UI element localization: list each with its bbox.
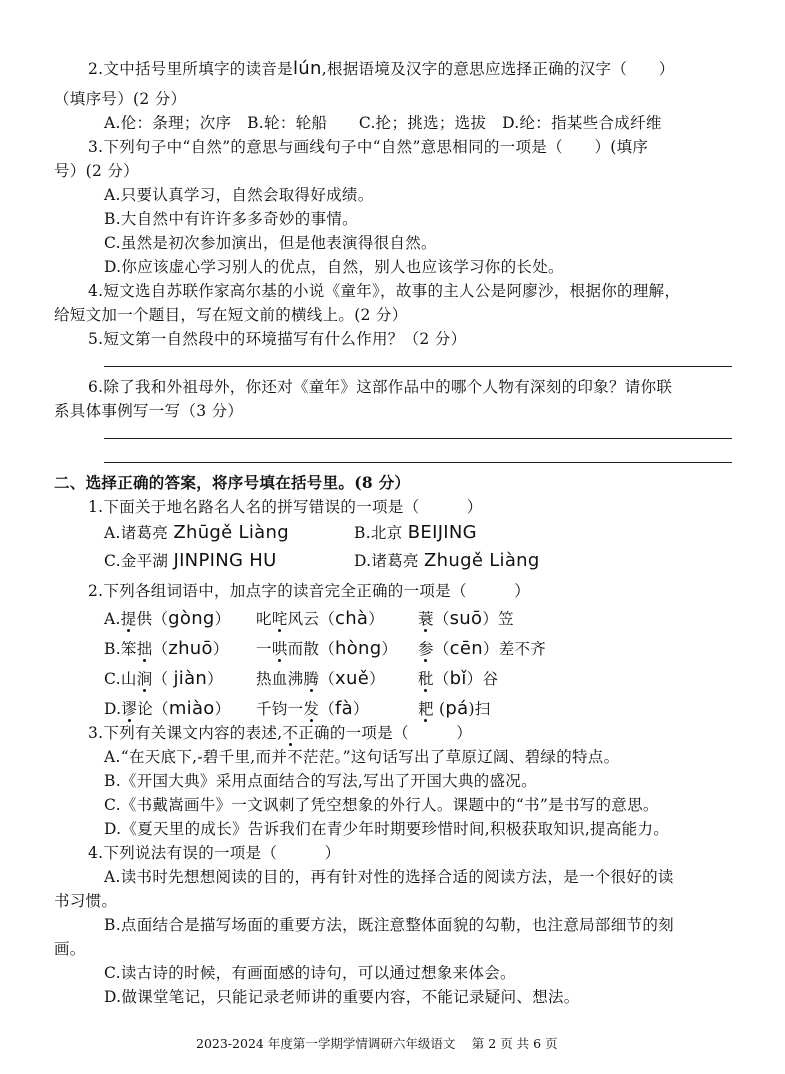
option-b-pinyin: BEIJING — [407, 522, 477, 543]
pinyin: suō — [449, 608, 483, 629]
option-a-hanzi: A.诸葛亮 — [104, 524, 169, 542]
q3-option-b: B.大自然中有许许多多奇妙的事情。 — [104, 210, 358, 228]
p2-q3-option-c: C.《书戴嵩画牛》一文讽刺了凭空想象的外行人。课题中的“书”是书写的意思。 — [104, 796, 659, 814]
p2-q4-option-b-line2: 画。 — [54, 940, 86, 958]
dotted-char: 咤 — [271, 610, 288, 628]
p2-q1-option-a — [104, 522, 289, 544]
dotted-char: 涧 — [136, 670, 153, 688]
dotted-char: 发 — [303, 700, 320, 718]
q5-answer-line[interactable] — [104, 366, 732, 367]
pinyin: gòng — [168, 608, 215, 629]
p2-q2-c-word1: C.山涧（ jiàn） — [104, 668, 223, 689]
p2-q3-option-a: A.“在天底下,-碧千里,而并不茫茫。”这句话写出了草原辽阔、碧绿的特点。 — [104, 748, 620, 766]
pinyin: miào — [168, 698, 215, 719]
p2-q4-option-c: C.读古诗的时候，有画面感的诗句，可以通过想象来体会。 — [104, 964, 516, 982]
q2-text: 2.文中括号里所填字的读音是 — [88, 60, 293, 78]
dotted-char: 拙 — [136, 640, 153, 658]
p2-q3-stem: 3.下列有关课文内容的表述,不正确的一项是（ ） — [88, 724, 473, 742]
q2-text-post: ,根据语境及汉字的意思应选择正确的汉字（ ） — [321, 60, 675, 78]
p2-q2-a-word2: 叱咤风云（chà） — [256, 608, 385, 629]
p2-q2-d-word1: D.谬论（miào） — [104, 698, 231, 719]
q2-line1 — [88, 58, 675, 80]
p2-q2-a-word3: 蓑（suō）笠 — [418, 608, 514, 629]
p2-q4-stem: 4.下列说法有误的一项是（ ） — [88, 844, 341, 862]
p2-q2-stem: 2.下列各组词语中，加点字的读音完全正确的一项是（ ） — [88, 582, 530, 600]
pinyin: cēn — [449, 638, 483, 659]
p2-q3-option-b: B.《开国大典》采用点面结合的写法,写出了开国大典的盛况。 — [104, 772, 537, 790]
pinyin: hòng — [335, 638, 382, 659]
option-c-hanzi: C.金平湖 — [104, 552, 169, 570]
q4-line2: 给短文加一个题目，写在短文前的横线上。(2 分） — [54, 306, 408, 324]
q3-line1: 3.下列句子中“自然”的意思与画线句子中“自然”意思相同的一项是（ ）(填序 — [88, 138, 649, 156]
pinyin: pá — [445, 698, 469, 719]
p2-q4-option-a-line1: A.读书时先想想阅读的目的，再有针对性的选择合适的阅读方法，是一个很好的读 — [104, 868, 674, 886]
p2-q4-option-b-line1: B.点面结合是描写场面的重要方法，既注意整体面貌的勾勒，也注意局部细节的刻 — [104, 916, 674, 934]
dotted-char: 哄 — [271, 640, 288, 658]
option-c-pinyin: JINPING HU — [173, 550, 277, 571]
q3-option-c: C.虽然是初次参加演出，但是他表演得很自然。 — [104, 234, 437, 252]
dotted-char: 蓑 — [418, 610, 434, 628]
p2-q2-a-word1: A.提供（gòng） — [104, 608, 231, 629]
q2-options: A.伦：条理；次序 B.轮：轮船 C.抡；挑选；选拔 D.纶：指某些合成纤维 — [104, 114, 662, 132]
p2-q2-d-word3: 耙 (pá)扫 — [418, 698, 491, 719]
pinyin: chà — [335, 608, 369, 629]
q6-answer-line-2[interactable] — [104, 462, 732, 463]
p2-q3-option-d: D.《夏天里的成长》告诉我们在青少年时期要珍惜时间,积极获取知识,提高能力。 — [104, 820, 670, 838]
p2-q2-d-word2: 千钧一发（fà） — [256, 698, 369, 719]
pinyin: bǐ — [449, 668, 467, 689]
pinyin: fà — [335, 698, 353, 719]
p2-q1-option-c — [104, 550, 277, 572]
p2-q4-option-d: D.做课堂笔记，只能记录老师讲的重要内容，不能记录疑问、想法。 — [104, 988, 580, 1006]
dotted-char: 谬 — [121, 700, 138, 718]
dotted-char: 参 — [418, 640, 434, 658]
page-footer: 2023-2024 年度第一学期学情调研六年级语文 第 2 页 共 6 页 — [196, 1036, 558, 1051]
option-d-hanzi: D.诸葛亮 — [354, 552, 419, 570]
q3-option-a: A.只要认真学习，自然会取得好成绩。 — [104, 186, 374, 204]
q2-line2: （填序号）(2 分） — [54, 90, 187, 108]
dotted-char: 提 — [120, 610, 137, 628]
p2-q2-b-word3: 参（cēn）差不齐 — [418, 638, 547, 659]
dotted-char: 秕 — [418, 670, 434, 688]
q6-answer-line-1[interactable] — [104, 438, 732, 439]
p2-q1-stem: 1.下面关于地名路名人名的拼写错误的一项是（ ） — [88, 498, 483, 516]
q3-option-d: D.你应该虚心学习别人的优点，自然，别人也应该学习你的长处。 — [104, 258, 564, 276]
p2-q2-b-word1: B.笨拙（zhuō） — [104, 638, 229, 659]
pinyin: zhuō — [168, 638, 213, 659]
part2-heading: 二、选择正确的答案，将序号填在括号里。(8 分） — [54, 473, 411, 492]
q6-line1: 6.除了我和外祖母外，你还对《童年》这部作品中的哪个人物有深刻的印象？请你联 — [88, 378, 673, 396]
p2-q2-b-word2: 一哄而散（hòng） — [256, 638, 398, 659]
q4-line1: 4.短文选自苏联作家高尔基的小说《童年》，故事的主人公是阿廖沙，根据你的理解， — [88, 282, 681, 300]
dotted-char: 腾 — [303, 670, 320, 688]
q6-line2: 系具体事例写一写（3 分） — [54, 402, 244, 420]
dotted-char: 耙 — [418, 700, 434, 718]
pinyin: xuě — [335, 668, 370, 689]
pinyin: jiàn — [173, 668, 208, 689]
q2-pinyin: lún — [293, 58, 322, 79]
p2-q1-option-d — [354, 550, 540, 572]
p2-q4-option-a-line2: 书习惯。 — [54, 892, 118, 910]
p2-q2-c-word3: 秕（bǐ）谷 — [418, 668, 499, 689]
option-a-pinyin: Zhūgě Liàng — [173, 522, 289, 543]
option-d-pinyin: Zhugě Liàng — [424, 550, 540, 571]
q3-line2: 号）(2 分） — [54, 162, 139, 180]
p2-q2-c-word2: 热血沸腾（xuě） — [256, 668, 385, 689]
q5-line1: 5.短文第一自然段中的环境描写有什么作用？（2 分） — [88, 330, 467, 348]
option-b-hanzi: B.北京 — [354, 524, 403, 542]
dotted-char: 不 — [282, 724, 299, 742]
p2-q1-option-b — [354, 522, 477, 544]
